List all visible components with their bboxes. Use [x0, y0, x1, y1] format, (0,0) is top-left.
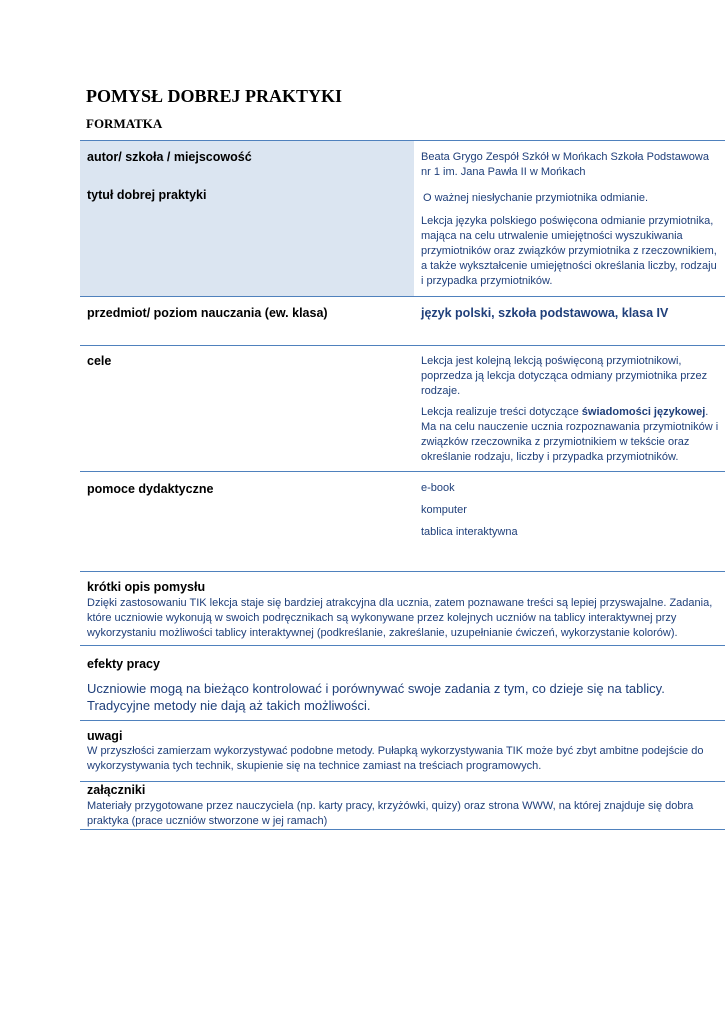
pomoce-item: komputer: [421, 504, 467, 516]
efekty-heading: efekty pracy: [87, 657, 160, 671]
zalaczniki-text: Materiały przygotowane przez nauczyciela (np. karty pracy, krzyżówki, quizy) oraz strona WWW, na której znajduje się dobra praktyka (prace uczniów stworzone w jej ramach): [87, 800, 694, 827]
opis-heading: krótki opis pomysłu: [87, 580, 206, 594]
uwagi-heading: uwagi: [87, 729, 123, 743]
rule-row7: [80, 720, 725, 721]
przedmiot-value: język polski, szkoła podstawowa, klasa IV: [421, 306, 669, 320]
autor-value: Beata Grygo Zespół Szkół w Mońkach Szkoła Podstawowa nr 1 im. Jana Pawła II w Mońkach: [421, 151, 709, 178]
pomoce-item: tablica interaktywna: [421, 526, 518, 538]
rule-row5: [80, 571, 725, 572]
przedmiot-label: przedmiot/ poziom nauczania (ew. klasa): [87, 306, 328, 320]
zalaczniki-heading: załączniki: [87, 783, 146, 797]
rule-top: [80, 140, 725, 141]
rule-row3: [80, 345, 725, 346]
rule-row8: [80, 781, 725, 782]
efekty-text: Uczniowie mogą na bieżąco kontrolować i porównywać swoje zadania z tym, co dzieje się na tablicy. Tradycyjne metody nie dają aż takich możliwości.: [87, 681, 665, 713]
tytul-label: tytuł dobrej praktyki: [87, 188, 207, 202]
cele-value-2-bold: świadomości językowej: [581, 406, 706, 418]
pomoce-label: pomoce dydaktyczne: [87, 482, 214, 496]
rule-row2: [80, 296, 725, 297]
uwagi-text: W przyszłości zamierzam wykorzystywać podobne metody. Pułapką wykorzystywania TIK może być zbyt ambitne podejście do wykorzystywania tych technik, skupienie się na technice zamiast na treściach programowych.: [87, 745, 704, 772]
tytul-value-1: O ważnej niesłychanie przymiotnika odmianie.: [423, 192, 648, 204]
tytul-value-2: Lekcja języka polskiego poświęcona odmianie przymiotnika, mająca na celu utrwalenie umiejętności wyszukiwania przymiotników oraz związków przymiotnika z rzeczownikiem, a także wykształcenie umiejętności określania liczby, rodzaju i przypadka przymiotników.: [421, 215, 717, 287]
page-title: POMYSŁ DOBREJ PRAKTYKI: [86, 86, 343, 106]
rule-bottom: [80, 829, 725, 830]
rule-row6: [80, 645, 725, 646]
opis-text: Dzięki zastosowaniu TIK lekcja staje się bardziej atrakcyjna dla ucznia, zatem poznawane treści są lepiej przyswajalne. Zadania, które uczniowie wykonują w swoich podręcznikach są wykonywane przez kolejnych uczniów na tablicy interaktywnej przy wykorzystaniu możliwości tablicy interaktywnej (podkreślanie, zakreślanie, uzupełnianie ćwiczeń, wykorzystanie kolorów).: [87, 597, 713, 639]
header-row-band: [80, 141, 414, 296]
cele-value-2-pre: Lekcja realizuje treści dotyczące: [421, 406, 582, 418]
autor-label: autor/ szkoła / miejscowość: [87, 150, 252, 164]
pomoce-item: e-book: [421, 482, 455, 494]
cele-value-2-post: . Ma na celu nauczenie ucznia rozpoznawania przymiotników i związków rzeczownika z przymiotnikiem w tekście oraz określanie rodzaju, liczby i przypadka przymiotników.: [421, 406, 719, 463]
page-subtitle: FORMATKA: [86, 116, 163, 131]
cele-value-2: [421, 405, 721, 465]
rule-row4: [80, 471, 725, 472]
cele-label: cele: [87, 354, 112, 368]
cele-value-1: Lekcja jest kolejną lekcją poświęconą przymiotnikowi, poprzedza ją lekcja dotycząca odmiany przymiotnika przez rodzaje.: [421, 355, 708, 397]
